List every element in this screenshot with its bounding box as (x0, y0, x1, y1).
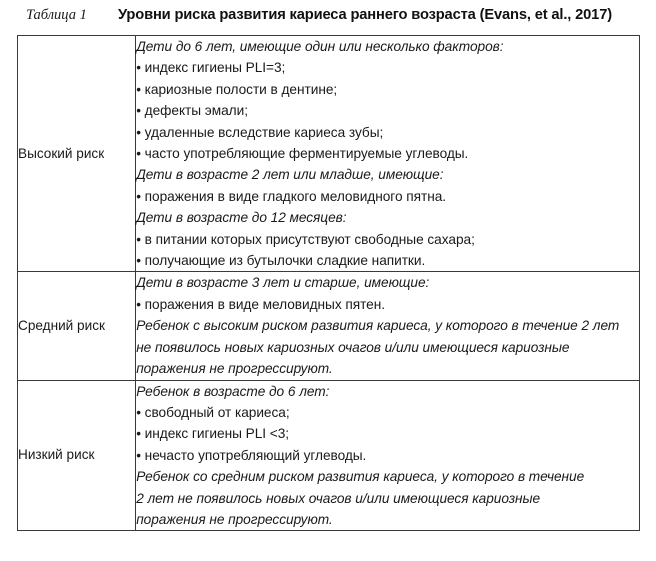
criteria-list (136, 36, 639, 271)
criteria-bullet-item: • индекс гигиены PLI=3; (136, 60, 286, 76)
criteria-bullet-item: • получающие из бутылочки сладкие напитки. (136, 253, 426, 269)
risk-criteria-cell (136, 272, 640, 380)
criteria-bullet-item: • поражения в виде гладкого меловидного пятна. (136, 188, 447, 204)
criteria-heading-line: Дети в возрасте 2 лет или младше, имеющие: (136, 167, 444, 183)
criteria-heading-line: поражения не прогрессируют. (136, 361, 333, 377)
criteria-bullet-item: • удаленные вследствие кариеса зубы; (136, 124, 384, 140)
table-number-label: Таблица 1 (26, 7, 87, 23)
risk-level-label: Низкий риск (18, 380, 136, 531)
criteria-heading-line: Ребенок в возрасте до 6 лет: (136, 383, 330, 399)
criteria-bullet-item: • часто употребляющие ферментируемые углеводы. (136, 146, 469, 162)
risk-criteria-cell (136, 380, 640, 531)
risk-level-label: Высокий риск (18, 36, 136, 272)
table-row (18, 380, 640, 531)
criteria-bullet-item: • свободный от кариеса; (136, 404, 290, 420)
risk-criteria-cell (136, 36, 640, 272)
criteria-bullet-item: • кариозные полости в дентине; (136, 81, 338, 97)
criteria-heading-line: поражения не прогрессируют. (136, 511, 333, 527)
table-body (18, 36, 640, 531)
criteria-heading-line: 2 лет не появилось новых очагов и/или имеющиеся кариозные (136, 490, 541, 506)
criteria-bullet-item: • нечасто употребляющий углеводы. (136, 447, 367, 463)
table-title: Уровни риска развития кариеса раннего возраста (Evans, et al., 2017) (118, 7, 612, 23)
criteria-heading-line: Дети в возрасте 3 лет и старше, имеющие: (136, 275, 430, 291)
criteria-heading-line: Дети в возрасте до 12 месяцев: (136, 210, 347, 226)
caries-risk-table (17, 35, 640, 531)
table-caption (0, 6, 656, 30)
risk-level-label: Средний риск (18, 272, 136, 380)
table-row (18, 272, 640, 380)
table-row (18, 36, 640, 272)
criteria-bullet-item: • поражения в виде меловидных пятен. (136, 296, 385, 312)
criteria-heading-line: Дети до 6 лет, имеющие один или несколько факторов: (136, 39, 504, 54)
criteria-heading-line: Ребенок с высоким риском развития кариеса, у которого в течение 2 лет (136, 318, 620, 334)
criteria-bullet-item: • индекс гигиены PLI <3; (136, 426, 290, 442)
criteria-heading-line: Ребенок со средним риском развития кариеса, у которого в течение (136, 469, 585, 485)
criteria-list (136, 272, 639, 379)
criteria-bullet-item: • в питании которых присутствуют свободные сахара; (136, 231, 475, 247)
criteria-bullet-item: • дефекты эмали; (136, 103, 248, 119)
criteria-heading-line: не появилось новых кариозных очагов и/или имеющиеся кариозные (136, 339, 570, 355)
criteria-list (136, 381, 639, 531)
